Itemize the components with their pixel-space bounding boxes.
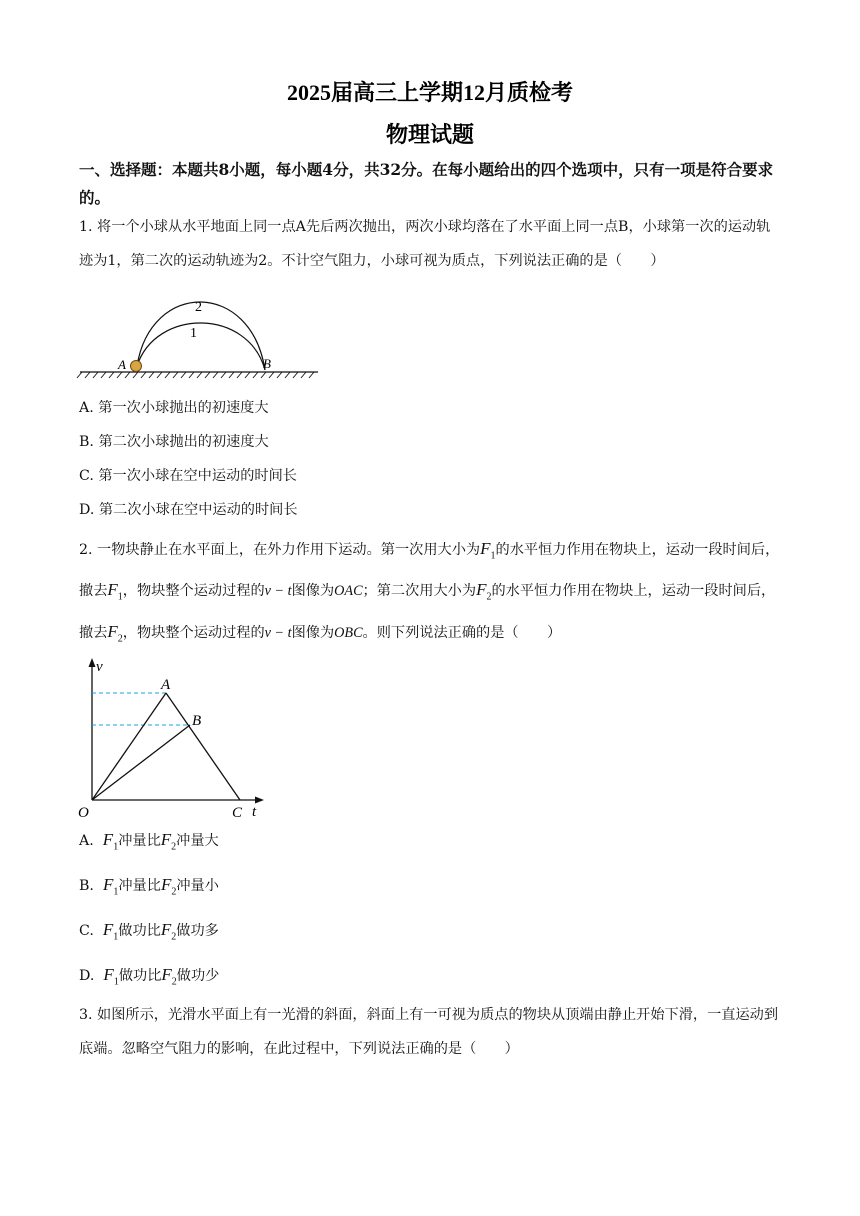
q2-option-d: D. $F_1$做功比$F_2$做功少 xyxy=(79,965,220,988)
point-a-label: A xyxy=(118,357,126,372)
ball xyxy=(131,361,142,372)
t-axis-label: t xyxy=(252,804,257,820)
force-f1: $F_1$ xyxy=(480,539,496,562)
segment-ob xyxy=(92,725,190,800)
question-2-stem: 2. 一物块静止在水平面上，在外力作用下运动。第一次用大小为$F_1$的水平恒力作用在物块上，运动一段时间后，撤去$F_1$，物块整个运动过程的v − t图像为OAC；第二次用大小为$F_2$的水平恒力作用在物块上，运动一段时间后，撤去$F_2$，物块整个运动过程的v − t图像为OBC。则下列说法正确的是（ ） xyxy=(79,539,780,645)
force-f2: $F_2$ xyxy=(107,621,123,645)
projectile-figure xyxy=(76,286,326,382)
q2-option-c: C. $F_1$做功比$F_2$做功多 xyxy=(79,920,219,943)
point-c-label: C xyxy=(232,805,243,821)
question-3-stem: 3. 如图所示，光滑水平面上有一光滑的斜面，斜面上有一可视为质点的物块从顶端由静止开始下滑，一直运动到底端。忽略空气阻力的影响，在此过程中，下列说法正确的是（ ） xyxy=(79,1007,779,1057)
t-axis-arrow xyxy=(255,797,264,804)
force-f1: $F_1$ xyxy=(107,580,123,603)
trajectory-1 xyxy=(137,323,265,370)
trajectory-1-label: 1 xyxy=(190,326,197,341)
v-axis-arrow xyxy=(89,658,96,667)
q1-option-b: B. 第二次小球抛出的初速度大 xyxy=(79,434,269,450)
segment-ac xyxy=(166,693,240,800)
q1-option-a: A. 第一次小球抛出的初速度大 xyxy=(79,400,269,416)
q1-option-d: D. 第二次小球在空中运动的时间长 xyxy=(79,502,298,518)
exam-subtitle: 物理试题 xyxy=(385,122,474,147)
segment-oa xyxy=(92,693,166,800)
point-b-label: B xyxy=(263,356,271,371)
q2-option-a: A. $F_1$冲量比$F_2$冲量大 xyxy=(79,830,219,853)
q1-option-c: C. 第一次小球在空中运动的时间长 xyxy=(79,468,297,484)
ground-hatching xyxy=(77,372,314,378)
q2-option-b: B. $F_1$冲量比$F_2$冲量小 xyxy=(79,875,219,898)
point-a-label: A xyxy=(161,677,171,693)
trajectory-2-label: 2 xyxy=(195,300,202,315)
section-heading: 一、选择题：本题共8小题，每小题4分，共32分。在每小题给出的四个选项中，只有一项是符合要求的。 xyxy=(79,160,774,207)
graph-oac: OAC xyxy=(334,583,363,600)
vt-graph-figure xyxy=(74,656,274,826)
vt-symbol: v − t xyxy=(264,624,292,641)
force-f2: $F_2$ xyxy=(476,580,492,603)
graph-obc: OBC xyxy=(334,624,363,641)
question-1-stem: 1. 将一个小球从水平地面上同一点A先后两次抛出，两次小球均落在了水平面上同一点B，小球第一次的运动轨迹为1，第二次的运动轨迹为2。不计空气阻力，小球可视为质点，下列说法正确的是（ ） xyxy=(79,219,771,269)
point-b-label: B xyxy=(192,713,202,729)
v-axis-label: v xyxy=(96,659,103,675)
vt-symbol: v − t xyxy=(264,583,292,600)
exam-title: 2025届高三上学期12月质检考 xyxy=(286,80,573,105)
origin-label: O xyxy=(78,805,89,821)
